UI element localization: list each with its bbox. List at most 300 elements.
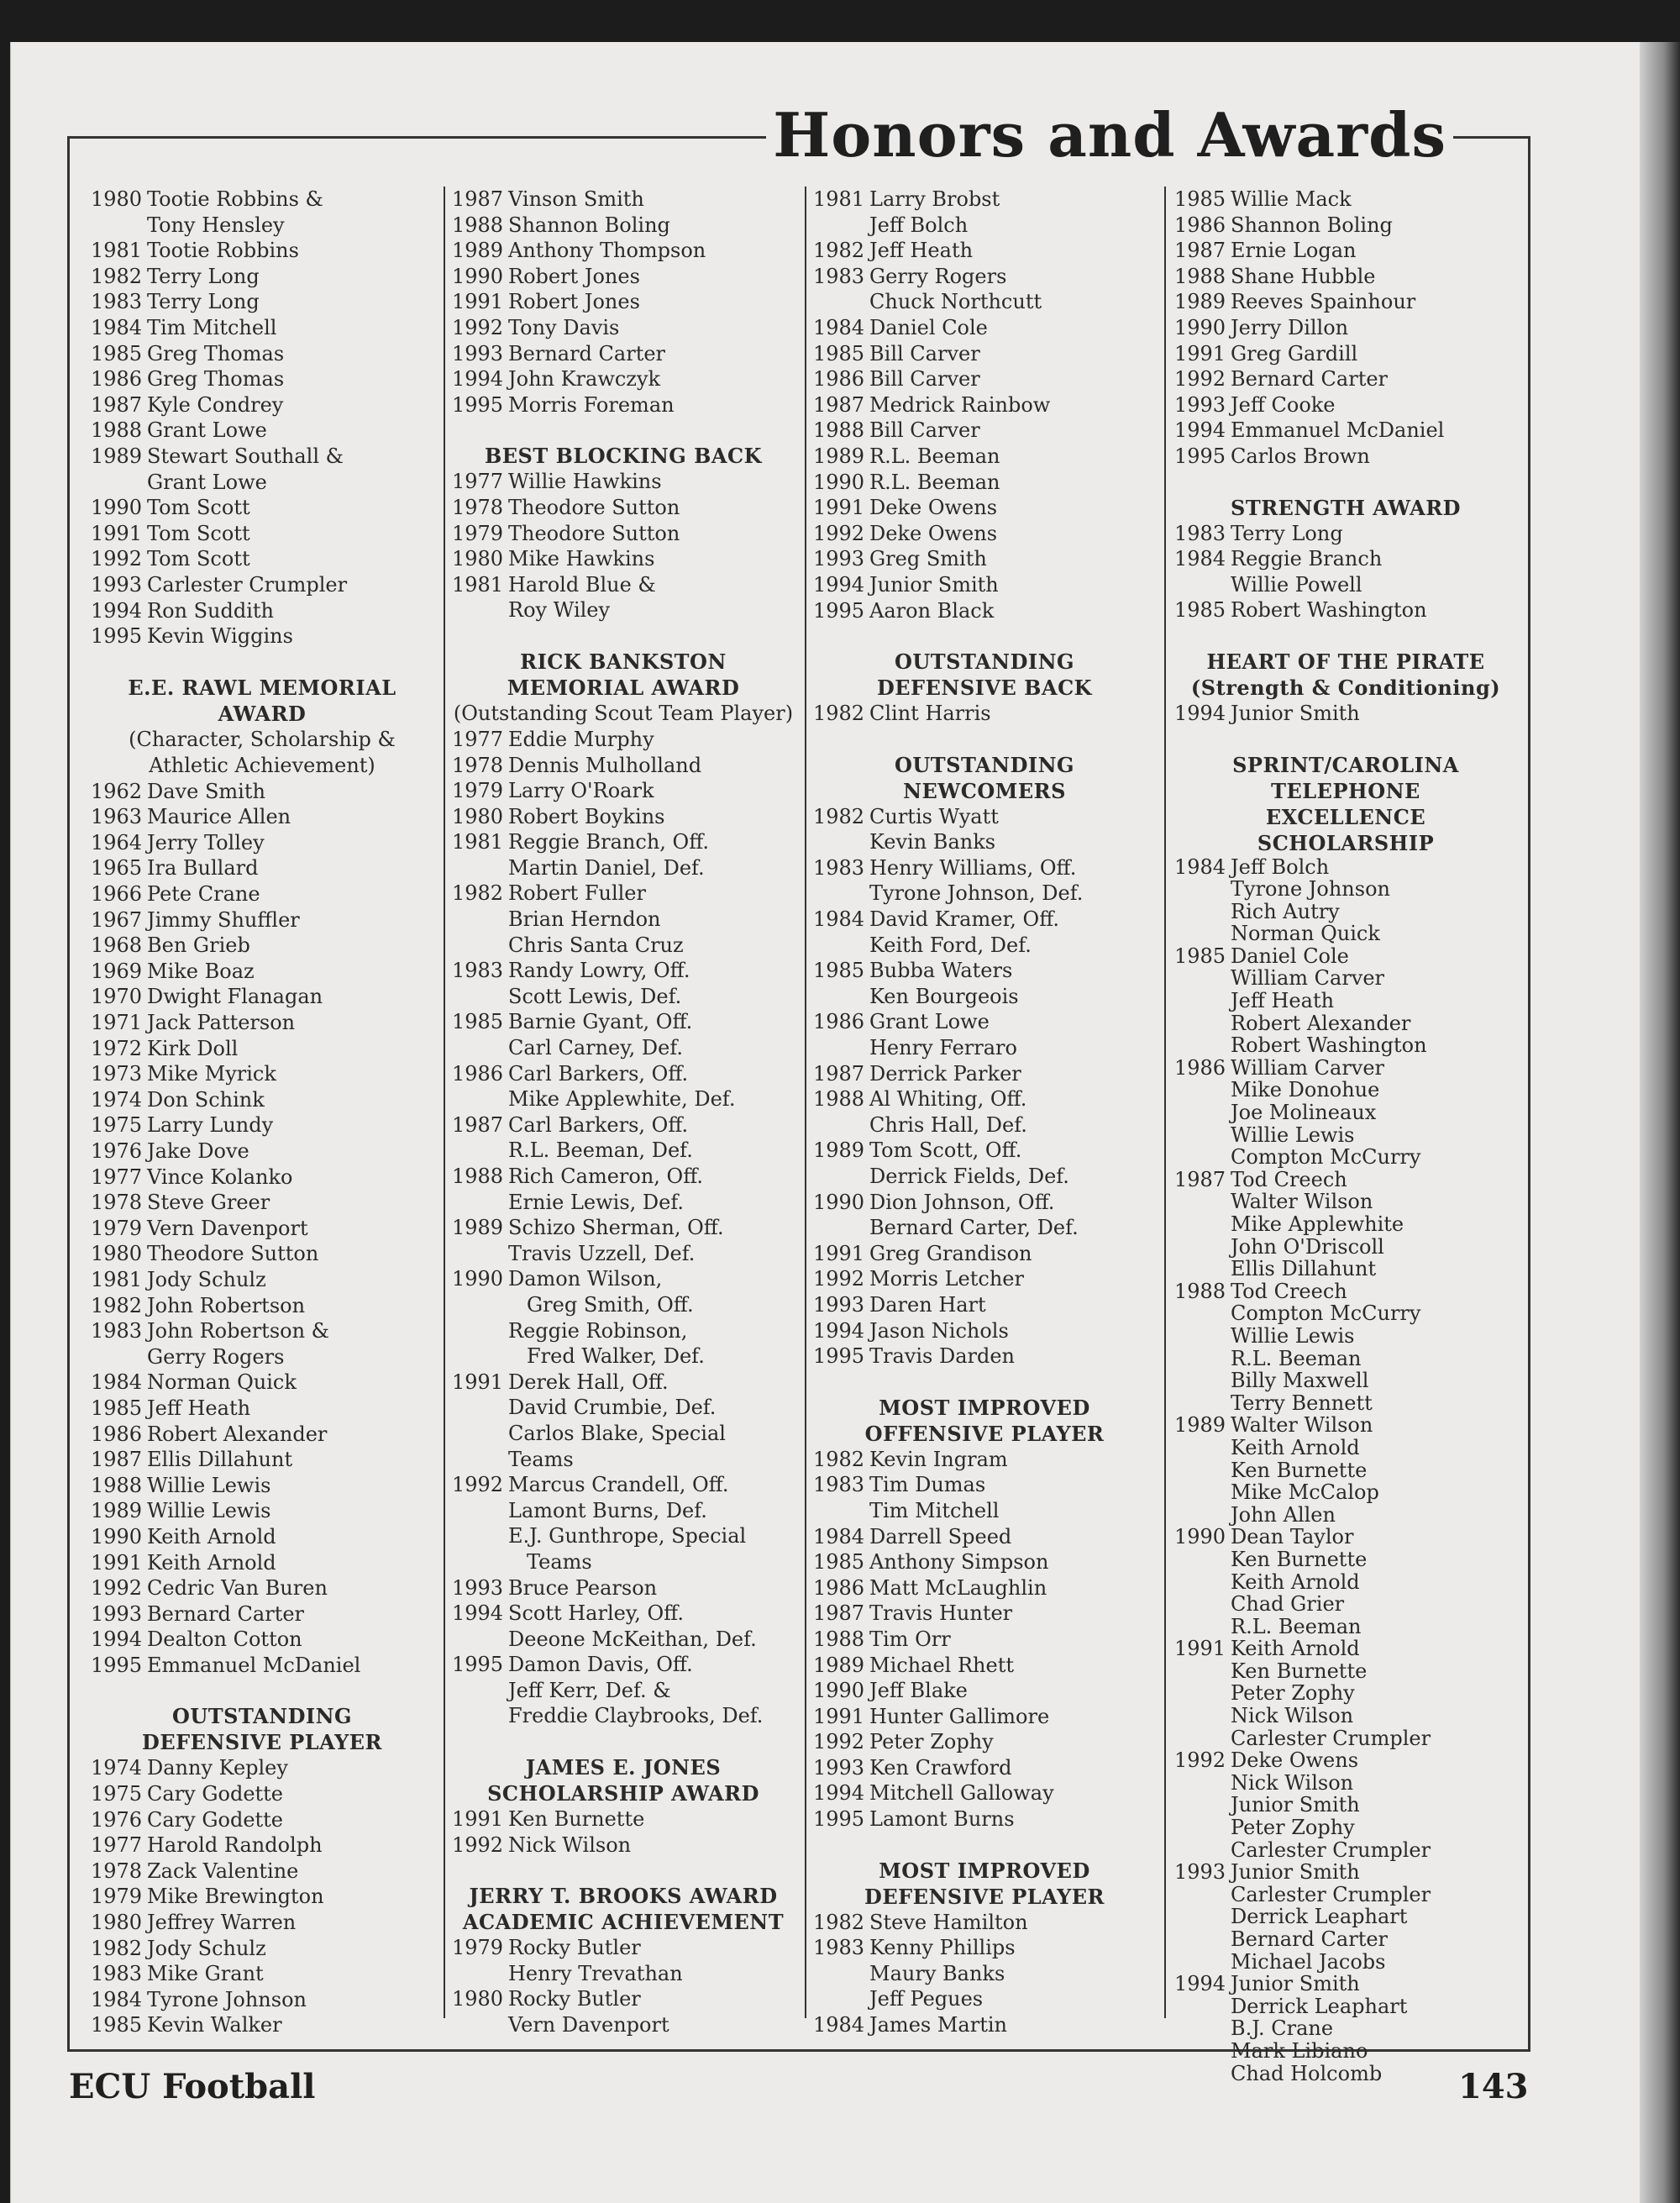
award-year bbox=[813, 984, 869, 1010]
award-year: 1990 bbox=[813, 1679, 865, 1703]
award-entry bbox=[813, 1653, 1156, 1679]
award-year: 1980 bbox=[91, 1242, 143, 1266]
recipient-name-text: Ken Burnette bbox=[1231, 1659, 1368, 1683]
award-year bbox=[1174, 1034, 1231, 1057]
award-year bbox=[813, 1215, 869, 1241]
award-year bbox=[1174, 1817, 1231, 1839]
recipient-name-text: Zack Valentine bbox=[147, 1859, 299, 1883]
recipient-name-text: John Robertson bbox=[147, 1293, 306, 1317]
recipient-name bbox=[1231, 990, 1517, 1012]
recipient-name-text: Schizo Sherman, Off. bbox=[508, 1216, 724, 1240]
award-entry bbox=[91, 1241, 433, 1267]
award-year bbox=[1174, 1928, 1231, 1951]
award-year: 1984 bbox=[91, 1987, 143, 2011]
recipient-name-text: Compton McCurry bbox=[1231, 1145, 1421, 1170]
recipient-name-text: Robert Alexander bbox=[147, 1422, 328, 1446]
award-year: 1979 bbox=[452, 521, 504, 545]
award-year bbox=[1174, 1370, 1231, 1392]
award-section bbox=[1174, 752, 1517, 2085]
award-year: 1985 bbox=[1174, 598, 1226, 623]
award-year bbox=[452, 1292, 508, 1318]
award-year: 1991 bbox=[91, 521, 143, 545]
award-heading: SPRINT/CAROLINA TELEPHONE bbox=[1232, 752, 1459, 803]
award-year: 1995 bbox=[813, 1344, 865, 1369]
award-entry bbox=[91, 1627, 433, 1653]
award-entry bbox=[452, 1086, 795, 1112]
award-year: 1974 bbox=[91, 1756, 143, 1780]
recipient-name-text: Brian Herndon bbox=[508, 907, 661, 932]
award-year: 1995 bbox=[91, 1653, 143, 1677]
recipient-name bbox=[1231, 1481, 1517, 1504]
recipient-name-text: Bernard Carter, Def. bbox=[869, 1216, 1079, 1240]
award-heading: STRENGTH AWARD bbox=[1231, 495, 1461, 520]
award-entry bbox=[91, 1190, 433, 1216]
award-year bbox=[452, 1318, 508, 1344]
award-year: 1994 bbox=[1174, 1972, 1226, 1996]
recipient-name-text: Henry Williams, Off. bbox=[869, 855, 1077, 880]
recipient-name bbox=[508, 1138, 795, 1164]
award-entry bbox=[813, 572, 1156, 598]
award-entry bbox=[91, 1936, 433, 1962]
award-year: 1980 bbox=[452, 804, 504, 828]
recipient-name-text: Rich Autry bbox=[1231, 899, 1340, 923]
award-entry bbox=[452, 1138, 795, 1164]
column-divider bbox=[444, 187, 445, 2018]
recipient-name-text: R.L. Beeman bbox=[1231, 1346, 1362, 1370]
award-entry bbox=[91, 392, 433, 418]
award-entry bbox=[813, 933, 1156, 959]
recipient-name bbox=[508, 1601, 795, 1627]
recipient-name bbox=[869, 2012, 1156, 2038]
award-year: 1991 bbox=[813, 1704, 865, 1728]
award-entry bbox=[1174, 1348, 1517, 1370]
recipient-name bbox=[147, 1112, 433, 1138]
recipient-name-text: William Carver bbox=[1231, 1055, 1385, 1080]
award-year: 1986 bbox=[1174, 213, 1226, 237]
award-entry bbox=[91, 959, 433, 985]
award-entry bbox=[813, 958, 1156, 984]
recipient-name-text: Willie Lewis bbox=[147, 1499, 271, 1523]
award-entry bbox=[452, 238, 795, 264]
award-year: 1992 bbox=[91, 547, 143, 571]
recipient-name-text: Terry Bennett bbox=[1231, 1391, 1373, 1415]
recipient-name bbox=[147, 1447, 433, 1473]
recipient-name-text: Daren Hart bbox=[869, 1292, 986, 1317]
award-year: 1994 bbox=[91, 1627, 143, 1652]
recipient-name bbox=[147, 1961, 433, 1987]
recipient-name-text: Shannon Boling bbox=[508, 213, 670, 237]
award-entry bbox=[1174, 572, 1517, 598]
recipient-name bbox=[147, 984, 433, 1010]
award-entry bbox=[91, 1010, 433, 1036]
recipient-name-text: Maury Banks bbox=[869, 1961, 1005, 1985]
award-year: 1985 bbox=[452, 1010, 504, 1034]
award-entry bbox=[91, 830, 433, 856]
recipient-name bbox=[1231, 1280, 1517, 1303]
award-year: 1978 bbox=[452, 753, 504, 777]
column-4 bbox=[1174, 187, 1517, 2110]
award-section bbox=[1174, 495, 1517, 623]
award-entry bbox=[813, 1343, 1156, 1370]
recipient-name bbox=[1231, 546, 1517, 572]
award-heading: SCHOLARSHIP AWARD bbox=[487, 1781, 759, 1806]
recipient-name bbox=[147, 1318, 433, 1344]
award-entry bbox=[1174, 1817, 1517, 1839]
recipient-name bbox=[147, 1396, 433, 1422]
award-entry bbox=[1174, 1124, 1517, 1147]
award-entry bbox=[452, 572, 795, 598]
recipient-name bbox=[508, 392, 795, 418]
recipient-name bbox=[147, 1087, 433, 1113]
award-entry bbox=[452, 289, 795, 315]
recipient-name-text: Clint Harris bbox=[869, 702, 991, 726]
award-entry bbox=[1174, 1034, 1517, 1057]
recipient-name bbox=[1231, 1146, 1517, 1169]
recipient-name bbox=[147, 1216, 433, 1242]
award-year bbox=[1174, 990, 1231, 1012]
award-entry bbox=[813, 855, 1156, 881]
award-year bbox=[1174, 878, 1231, 901]
recipient-name bbox=[508, 753, 795, 779]
recipient-name-text: Steve Hamilton bbox=[869, 1910, 1028, 1934]
recipient-name bbox=[869, 264, 1156, 290]
recipient-name-text: Jeff Heath bbox=[869, 239, 974, 263]
award-entry bbox=[1174, 1325, 1517, 1348]
award-entry bbox=[452, 187, 795, 213]
recipient-name-text: Lamont Burns bbox=[869, 1807, 1015, 1832]
award-entry bbox=[813, 804, 1156, 830]
award-year bbox=[452, 1241, 508, 1267]
award-entry bbox=[452, 341, 795, 367]
recipient-name bbox=[508, 1035, 795, 1061]
recipient-name-text: Tony Hensley bbox=[147, 213, 285, 237]
recipient-name bbox=[147, 521, 433, 547]
award-entry bbox=[91, 213, 433, 239]
recipient-name bbox=[869, 933, 1156, 959]
recipient-name bbox=[147, 1987, 433, 2013]
recipient-name bbox=[869, 1961, 1156, 1987]
recipient-name-text: Billy Maxwell bbox=[1231, 1369, 1369, 1393]
recipient-name-text: Tim Orr bbox=[869, 1627, 951, 1651]
award-year: 1992 bbox=[1174, 367, 1226, 392]
award-entry bbox=[813, 341, 1156, 367]
award-year: 1972 bbox=[91, 1036, 143, 1060]
recipient-name bbox=[869, 1447, 1156, 1473]
award-entry bbox=[91, 1653, 433, 1679]
recipient-name-text: Curtis Wyatt bbox=[869, 804, 999, 828]
recipient-name-text: Mike Myrick bbox=[147, 1062, 276, 1086]
award-year: 1983 bbox=[813, 855, 865, 880]
award-year: 1988 bbox=[813, 418, 865, 443]
recipient-name-text: Cary Godette bbox=[147, 1807, 284, 1832]
award-year: 1976 bbox=[91, 1807, 143, 1832]
award-entry bbox=[813, 1498, 1156, 1524]
award-year: 1980 bbox=[91, 1911, 143, 1935]
recipient-name bbox=[147, 315, 433, 341]
award-year bbox=[813, 1498, 869, 1524]
award-year bbox=[1174, 1213, 1231, 1236]
award-entry bbox=[813, 1190, 1156, 1216]
recipient-name-text: Martin Daniel, Def. bbox=[508, 855, 705, 880]
award-entry bbox=[813, 1627, 1156, 1653]
recipient-name-text: Junior Smith bbox=[1231, 701, 1360, 725]
recipient-name-text: Willie Mack bbox=[1231, 187, 1352, 211]
recipient-name bbox=[147, 546, 433, 572]
award-year bbox=[1174, 1146, 1231, 1169]
recipient-name-text: Deke Owens bbox=[869, 521, 998, 545]
award-heading: OUTSTANDING bbox=[171, 1704, 353, 1729]
recipient-name bbox=[1231, 1034, 1517, 1057]
award-entry bbox=[813, 366, 1156, 392]
award-entry bbox=[452, 1472, 795, 1498]
award-year: 1964 bbox=[91, 830, 143, 854]
recipient-name bbox=[147, 933, 433, 959]
award-year bbox=[1174, 1682, 1231, 1705]
award-year: 1988 bbox=[452, 1165, 504, 1188]
award-entry bbox=[91, 366, 433, 392]
recipient-name bbox=[147, 289, 433, 315]
award-year: 1983 bbox=[91, 1962, 143, 1986]
award-year bbox=[1174, 572, 1231, 598]
recipient-name bbox=[508, 1472, 795, 1498]
award-year bbox=[1174, 1593, 1231, 1616]
award-year: 1992 bbox=[452, 315, 504, 339]
award-entry bbox=[452, 597, 795, 623]
recipient-name bbox=[147, 1190, 433, 1216]
award-year: 1991 bbox=[452, 1807, 504, 1832]
award-entry bbox=[1174, 1370, 1517, 1392]
recipient-name-text: Jack Patterson bbox=[147, 1011, 296, 1035]
award-entry bbox=[452, 521, 795, 547]
award-year bbox=[452, 1035, 508, 1061]
award-entry bbox=[1174, 1459, 1517, 1482]
recipient-name-text: Jeff Blake bbox=[869, 1679, 968, 1703]
award-entry bbox=[1174, 392, 1517, 418]
recipient-name-text: Robert Jones bbox=[508, 264, 640, 288]
recipient-name-text: David Crumbie, Def. bbox=[508, 1396, 717, 1420]
award-year bbox=[1174, 2040, 1231, 2063]
award-year: 1985 bbox=[91, 2013, 143, 2037]
recipient-name bbox=[869, 1190, 1156, 1216]
award-heading: OUTSTANDING bbox=[894, 649, 1075, 675]
award-year: 1981 bbox=[452, 572, 504, 597]
recipient-name bbox=[1231, 967, 1517, 990]
award-entry bbox=[1174, 878, 1517, 901]
recipient-name bbox=[147, 187, 433, 213]
award-year: 1994 bbox=[452, 1601, 504, 1626]
recipient-name-text: Tod Creech bbox=[1231, 1167, 1347, 1191]
recipient-name bbox=[1231, 2040, 1517, 2063]
recipient-name bbox=[147, 418, 433, 444]
award-year: 1993 bbox=[813, 547, 865, 571]
recipient-name-text: Keith Ford, Def. bbox=[869, 933, 1032, 957]
award-entry bbox=[452, 1035, 795, 1061]
recipient-name-text: Carlos Blake, Special Teams bbox=[508, 1421, 726, 1471]
award-year: 1985 bbox=[1174, 187, 1226, 211]
recipient-name bbox=[147, 238, 433, 264]
recipient-name bbox=[869, 213, 1156, 239]
award-heading: MOST IMPROVED bbox=[879, 1858, 1090, 1883]
award-entry bbox=[452, 804, 795, 830]
award-entry bbox=[1174, 264, 1517, 290]
award-entry bbox=[1174, 1593, 1517, 1616]
award-entry bbox=[1174, 1839, 1517, 1862]
award-year: 1982 bbox=[91, 1936, 143, 1960]
award-entry bbox=[813, 1549, 1156, 1575]
award-year: 1983 bbox=[1174, 521, 1226, 545]
recipient-name-text: Greg Grandison bbox=[869, 1241, 1032, 1265]
recipient-name bbox=[147, 1422, 433, 1448]
award-entry bbox=[1174, 1727, 1517, 1750]
recipient-name bbox=[1231, 1727, 1517, 1750]
recipient-name bbox=[147, 830, 433, 856]
award-year bbox=[452, 1627, 508, 1653]
award-entry bbox=[452, 1215, 795, 1241]
recipient-name bbox=[869, 1549, 1156, 1575]
recipient-name bbox=[1231, 1682, 1517, 1705]
recipient-name bbox=[869, 804, 1156, 830]
recipient-name-text: Gerry Rogers bbox=[869, 264, 1007, 288]
award-entry bbox=[1174, 1928, 1517, 1951]
recipient-name bbox=[869, 701, 1156, 727]
award-heading: MEMORIAL AWARD bbox=[507, 675, 740, 700]
award-entry bbox=[452, 264, 795, 290]
award-year: 1982 bbox=[813, 1910, 865, 1934]
recipient-name bbox=[1231, 1392, 1517, 1415]
recipient-name-text: Greg Smith bbox=[869, 547, 987, 571]
recipient-name-text: Cary Godette bbox=[147, 1782, 284, 1806]
award-year: 1994 bbox=[1174, 701, 1226, 725]
recipient-name-text: Greg Thomas bbox=[147, 341, 285, 365]
recipient-name-text: Bill Carver bbox=[869, 341, 980, 365]
recipient-name-text: Dennis Mulholland bbox=[508, 753, 702, 777]
recipient-name-text: Greg Gardill bbox=[1231, 341, 1358, 365]
award-entry bbox=[91, 881, 433, 907]
recipient-name-text: Ira Bullard bbox=[147, 856, 259, 881]
recipient-name-text: Lamont Burns, Def. bbox=[508, 1498, 707, 1522]
recipient-name bbox=[508, 1190, 795, 1216]
recipient-name-text: Mike Brewington bbox=[147, 1885, 324, 1909]
recipient-name bbox=[869, 315, 1156, 341]
recipient-name bbox=[508, 1343, 795, 1370]
award-year bbox=[1174, 1772, 1231, 1795]
recipient-name bbox=[1231, 1749, 1517, 1772]
recipient-name-text: Ken Burnette bbox=[1231, 1547, 1368, 1571]
award-entry bbox=[1174, 1146, 1517, 1169]
award-year: 1993 bbox=[813, 1292, 865, 1317]
award-entry bbox=[1174, 1749, 1517, 1772]
award-year bbox=[1174, 1794, 1231, 1817]
award-year bbox=[452, 1086, 508, 1112]
recipient-name bbox=[147, 959, 433, 985]
award-entry bbox=[91, 1447, 433, 1473]
award-year: 1978 bbox=[452, 495, 504, 519]
recipient-name-text: Larry O'Roark bbox=[508, 779, 654, 803]
recipient-name-text: Jerry Dillon bbox=[1231, 315, 1349, 339]
recipient-name bbox=[508, 855, 795, 881]
award-year: 1993 bbox=[1174, 392, 1226, 417]
award-year: 1991 bbox=[452, 290, 504, 314]
award-year: 1984 bbox=[813, 315, 865, 339]
recipient-name-text: Eddie Murphy bbox=[508, 727, 654, 751]
recipient-name bbox=[1231, 521, 1517, 547]
recipient-name-text: Greg Thomas bbox=[147, 367, 285, 392]
award-year bbox=[813, 1035, 869, 1061]
recipient-name bbox=[147, 1370, 433, 1396]
recipient-name bbox=[1231, 1236, 1517, 1259]
award-year bbox=[1174, 1839, 1231, 1862]
award-entry bbox=[91, 418, 433, 444]
award-entry bbox=[452, 1806, 795, 1832]
award-entry bbox=[1174, 521, 1517, 547]
recipient-name-text: Robert Jones bbox=[508, 290, 640, 314]
recipient-name bbox=[869, 418, 1156, 444]
recipient-name-text: Marcus Crandell, Off. bbox=[508, 1473, 729, 1497]
recipient-name-text: Derrick Leaphart bbox=[1231, 1994, 1408, 2018]
award-year bbox=[91, 470, 147, 496]
award-entry bbox=[452, 1703, 795, 1729]
recipient-name bbox=[869, 366, 1156, 392]
award-entry bbox=[813, 1292, 1156, 1318]
recipient-name bbox=[508, 213, 795, 239]
recipient-name-text: John Krawczyk bbox=[508, 367, 661, 392]
award-entry bbox=[91, 1370, 433, 1396]
recipient-name-text: Willie Lewis bbox=[1231, 1123, 1355, 1147]
award-section bbox=[91, 187, 433, 649]
recipient-name bbox=[869, 1343, 1156, 1370]
recipient-name-text: Dion Johnson, Off. bbox=[869, 1190, 1055, 1214]
recipient-name-text: Emmanuel McDaniel bbox=[1231, 418, 1445, 443]
recipient-name bbox=[869, 187, 1156, 213]
column-2 bbox=[452, 187, 795, 2064]
recipient-name bbox=[508, 984, 795, 1010]
recipient-name bbox=[869, 444, 1156, 470]
award-year: 1986 bbox=[813, 1575, 865, 1600]
award-year: 1989 bbox=[813, 444, 865, 468]
award-year: 1985 bbox=[813, 1550, 865, 1575]
award-entry bbox=[91, 804, 433, 830]
recipient-name bbox=[508, 469, 795, 495]
award-year bbox=[1174, 1660, 1231, 1683]
recipient-name-text: Jeff Heath bbox=[1231, 989, 1335, 1013]
recipient-name-text: John Robertson & bbox=[147, 1319, 330, 1343]
award-year bbox=[1174, 1459, 1231, 1482]
recipient-name bbox=[869, 1627, 1156, 1653]
recipient-name bbox=[147, 1524, 433, 1550]
award-entry bbox=[813, 1061, 1156, 1087]
award-section bbox=[813, 1858, 1156, 2038]
recipient-name bbox=[147, 572, 433, 598]
recipient-name-text: Terry Long bbox=[147, 264, 260, 288]
recipient-name-text: Michael Jacobs bbox=[1231, 1949, 1386, 1974]
recipient-name-text: Pete Crane bbox=[147, 882, 260, 907]
recipient-name bbox=[1231, 315, 1517, 341]
award-year: 1981 bbox=[91, 1267, 143, 1291]
award-year: 1982 bbox=[813, 1447, 865, 1471]
award-entry bbox=[452, 495, 795, 521]
award-year: 1995 bbox=[1174, 444, 1226, 468]
recipient-name-text: Morris Foreman bbox=[508, 392, 675, 417]
award-entry bbox=[1174, 546, 1517, 572]
award-year bbox=[813, 1112, 869, 1138]
award-entry bbox=[813, 1266, 1156, 1292]
award-year: 1981 bbox=[91, 239, 143, 263]
award-entry bbox=[452, 727, 795, 753]
recipient-name bbox=[869, 495, 1156, 521]
recipient-name bbox=[147, 1807, 433, 1833]
recipient-name-text: Theodore Sutton bbox=[508, 495, 680, 519]
recipient-name bbox=[508, 881, 795, 907]
